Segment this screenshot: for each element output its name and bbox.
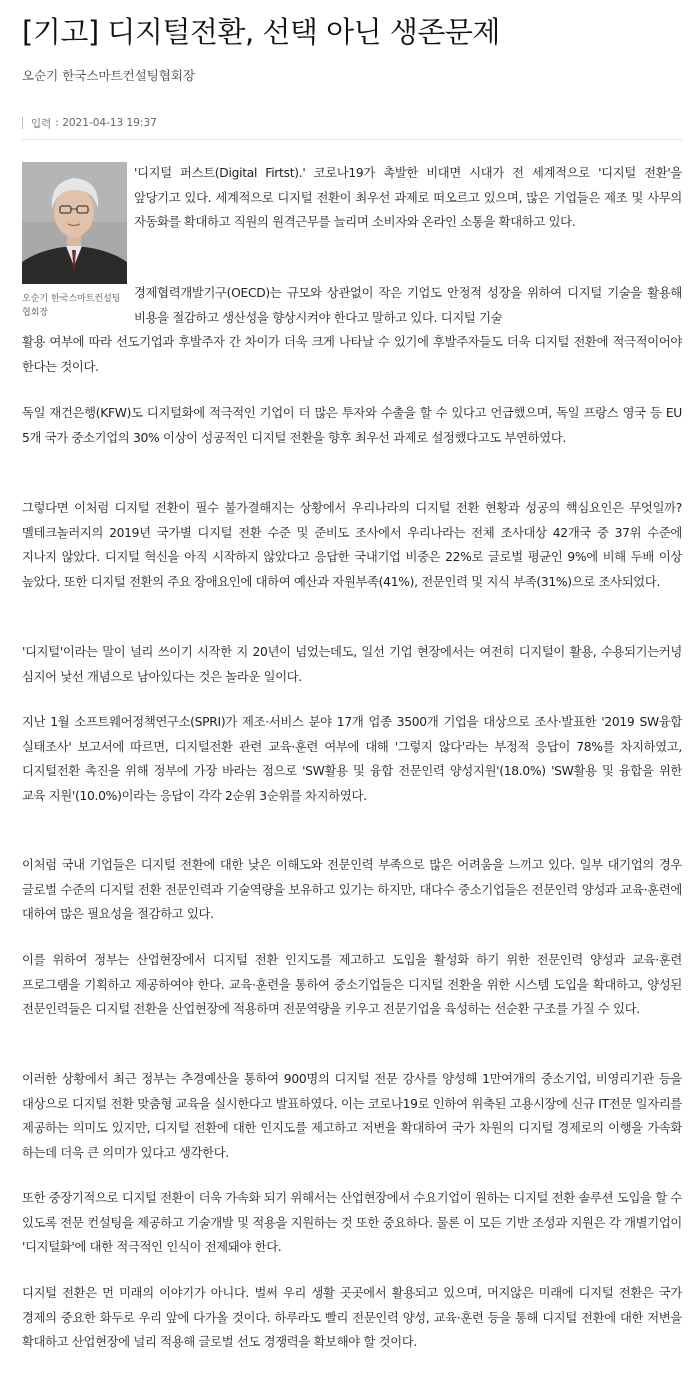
author-photo-box — [22, 162, 127, 320]
paragraph-10: 또한 중장기적으로 디지털 전환이 더욱 가속화 되기 위해서는 산업현장에서 수요기업이 원하는 디지털 전환 솔루션 도입을 할 수 있도록 전문 컨설팅을 제공하고 기술개발 및 적용을 지원하는 것 또한 중요하다. 물론 이 모든 기반 조성과 지원은 각 개별기업이 '디지털화'에 대한 적극적인 인식이 전제돼야 한다. — [22, 1191, 682, 1254]
portrait-photo-icon — [22, 162, 127, 284]
date-label: 입력 — [31, 117, 52, 130]
article-date: 2021-04-13 19:37 — [62, 117, 157, 129]
paragraph-1: '디지털 퍼스트(Digital Firtst).' 코로나19가 촉발한 비대면 시대가 전 세계적으로 '디지털 전환'을 앞당기고 있다. 세계적으로 디지털 전환이 최우선 과제로 떠오르고 있으며, 많은 기업들은 제조 및 사무의 자동화를 확대하고 직원의 원격근무를 늘리며 소비자와 온라인 소통을 확대하고 있다. — [134, 166, 682, 229]
paragraph-6: 지난 1월 소프트웨어정책연구소(SPRI)가 제조·서비스 분야 17개 업종 3500개 기업을 대상으로 조사·발표한 '2019 SW융합 실태조사' 보고서에 따르면, 디지털전환 관련 교육·훈련 여부에 대해 '그렇지 않다'라는 부정적 응답이 78%를 차지하였고, 디지털전환 촉진을 위해 정부에 가장 바라는 점으로 'SW활용 및 융합 전문인력 양성지원'(18.0%) 'SW활용 및 융합을 위한 교육 지원'(10.0%)이라는 응답이 각각 2순위 3순위를 차지하였다. — [22, 715, 682, 803]
article-date-line: 입력 : 2021-04-13 19:37 — [22, 115, 157, 131]
article-author: 오순기 한국스마트컨설팅협회장 — [22, 68, 196, 83]
paragraph-5: '디지털'이라는 말이 널리 쓰이기 시작한 지 20년이 넘었는데도, 일선 기업 현장에서는 여전히 디지털이 활용, 수용되기는커녕 심지어 낯선 개념으로 남아있다는 것은 놀라운 일이다. — [22, 645, 682, 684]
paragraph-2-continued: 활용 여부에 따라 선도기업과 후발주자 간 차이가 더욱 크게 나타날 수 있기에 후발주자들도 더욱 디지털 전환에 적극적이어야 한다는 것이다. — [22, 335, 682, 374]
article-title: [기고] 디지털전환, 선택 아닌 생존문제 — [22, 15, 500, 49]
paragraph-3: 독일 재건은행(KFW)도 디지털화에 적극적인 기업이 더 많은 투자와 수출을 할 수 있다고 언급했으며, 독일 프랑스 영국 등 EU 5개 국가 중소기업의 30% 이상이 성공적인 디지털 전환을 향후 최우선 과제로 설정했다고도 부연하였다. — [22, 406, 682, 445]
paragraph-8: 이를 위하여 정부는 산업현장에서 디지털 전환 인지도를 제고하고 도입을 활성화 하기 위한 전문인력 양성과 교육·훈련 프로그램을 기획하고 제공하여야 한다. 교육·훈련을 통하여 중소기업들은 디지털 전환을 위한 시스템 도입을 확대하고, 양성된 전문인력들은 디지털 전환을 산업현장에 적용하며 전문역량을 키우고 전문기업을 육성하는 선순환 구조를 가질 수 있다. — [22, 953, 682, 1016]
paragraph-9: 이러한 상황에서 최근 정부는 추경예산을 통하여 900명의 디지털 전문 강사를 양성해 1만여개의 중소기업, 비영리기관 등을 대상으로 디지털 전환 맞춤형 교육을 실시한다고 발표하였다. 이는 코로나19로 인하여 위축된 고용시장에 신규 IT전문 일자리를 제공하는 의미도 있지만, 디지털 전환에 대한 인지도를 제고하고 저변을 확대하여 국가 차원의 디지털 경제로의 이행을 가속화 하는데 더욱 큰 의미가 있다고 생각한다. — [22, 1072, 682, 1160]
paragraph-7: 이처럼 국내 기업들은 디지털 전환에 대한 낮은 이해도와 전문인력 부족으로 많은 어려움을 느끼고 있다. 일부 대기업의 경우 글로벌 수준의 디지털 전환 전문인력과 기술역량을 보유하고 있기는 하지만, 대다수 중소기업들은 전문인력 양성과 교육·훈련에 대하여 많은 필요성을 절감하고 있다. — [22, 858, 682, 921]
paragraph-4: 그렇다면 이처럼 디지털 전환이 필수 불가결해지는 상황에서 우리나라의 디지털 전환 현황과 성공의 핵심요인은 무엇일까? 멜테크놀러지의 2019년 국가별 디지털 전환 수준 및 준비도 조사에서 우리나라는 전체 조사대상 42개국 중 37위 수준에 지나지 않았다. 디지털 혁신을 아직 시작하지 않았다고 응답한 국내기업 비중은 22%로 글로벌 평균인 9%에 비해 두배 이상 높았다. 또한 디지털 전환의 주요 장애요인에 대하여 예산과 자원부족(41%), 전문인력 및 지식 부족(31%)으로 조사되었다. — [22, 501, 682, 589]
paragraph-11: 디지털 전환은 먼 미래의 이야기가 아니다. 벌써 우리 생활 곳곳에서 활용되고 있으며, 머지않은 미래에 디지털 전환은 국가 경제의 중요한 화두로 우리 앞에 다가올 것이다. 하루라도 빨리 전문인력 양성, 교육·훈련 등을 통해 디지털 전환에 대한 저변을 확대하고 산업현장에 널리 적용해 글로벌 선도 경쟁력을 확보해야 할 것이다. — [22, 1286, 682, 1349]
date-divider-bar — [22, 117, 23, 129]
header-divider — [22, 139, 682, 140]
photo-caption: 오순기 한국스마트컨설팅협회장 — [22, 294, 121, 318]
paragraph-2: 경제협력개발기구(OECD)는 규모와 상관없이 작은 기업도 안정적 성장을 위하여 디지털 기술을 활용해 비용을 절감하고 생산성을 향상시켜야 한다고 말하고 있다. 디지털 기술 — [134, 286, 682, 325]
